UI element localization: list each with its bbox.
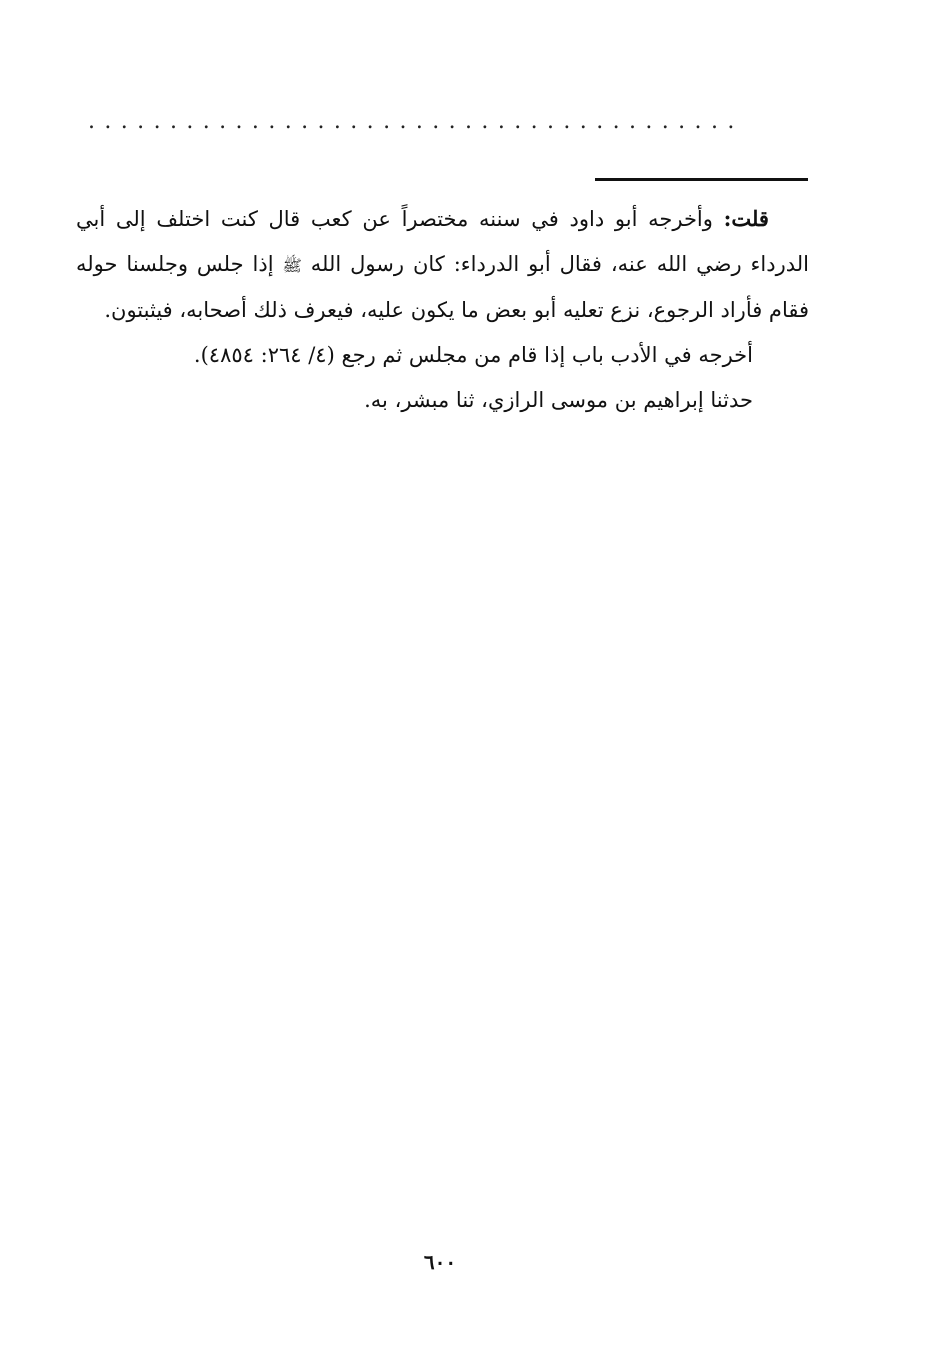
dotted-separator: ........................................ [88, 112, 744, 132]
chain-line: حدثنا إبراهيم بن موسى الرازي، ثنا مبشر، به. [364, 388, 753, 412]
page-number: ٦٠٠ [423, 1250, 457, 1274]
citation-line: أخرجه في الأدب باب إذا قام من مجلس ثم رجع (٤/ ٢٦٤: ٤٨٥٤). [193, 343, 753, 367]
footnote-text-continued: إذا جلس وجلسنا حوله فقام فأراد الرجوع، نزع تعليه أبو بعض ما يكون عليه، فيعرف ذلك أصحابه، فيثبتون. [76, 252, 809, 322]
footnote-lead: قلت: [723, 206, 769, 231]
footnote-block [76, 196, 809, 423]
honorific-glyph: ﷺ [282, 256, 302, 275]
footnote-rule [595, 178, 808, 181]
footnote-text: وأخرجه أبو داود في سننه مختصراً عن كعب قال كنت اختلف إلى أبي الدرداء رضي الله عنه، فقال أبو الدرداء: كان رسول الله [76, 207, 809, 276]
footnote-paragraph [76, 196, 809, 333]
